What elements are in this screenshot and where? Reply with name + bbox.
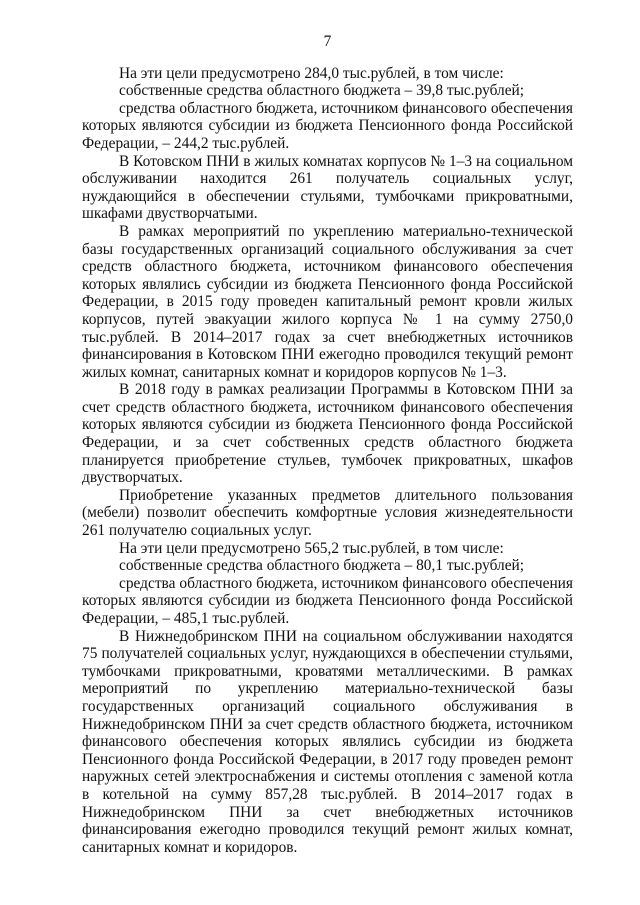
paragraph-funding-total-1: На эти цели предусмотрено 284,0 тыс.рублей, в том числе: [119, 64, 504, 82]
paragraph-pension-fund-1: средства областного бюджета, источником финансового обеспечения которых являются субсидии из бюджета Пенсионного фонда Российской Федерации, – 244,2 тыс.рублей. [82, 99, 573, 152]
paragraph-own-funds-1: собственные средства областного бюджета – 39,8 тыс.рублей; [119, 82, 525, 100]
paragraph-kotovsky-2018-plan: В 2018 году в рамках реализации Программы в Котовском ПНИ за счет средств областного бюджета, источником финансового обеспечения которых являются субсидии из бюджета Пенсионного фонда Российской Федерации, и за счет собственных средств областного бюджета планируется приобретение стульев, тумбочек прикроватных, шкафов двустворчатых. [82, 381, 573, 487]
paragraph-kotovsky-recipients: В Котовском ПНИ в жилых комнатах корпусов № 1–3 на социальном обслуживании находится 261 получатель социальных услуг, нуждающийся в обеспечении стульями, тумбочками прикроватными, шкафами двустворчатыми. [82, 152, 573, 223]
paragraph-kotovsky-repairs: В рамках мероприятий по укреплению материально-технической базы государственных организаций социального обслуживания за счет средств областного бюджета, источником финансового обеспечения которых являлись субсидии из бюджета Пенсионного фонда Российской Федерации, в 2015 году проведен капитальный ремонт кровли жилых корпусов, путей эвакуации жилого корпуса № 1 на сумму 2750,0 тыс.рублей. В 2014–2017 годах за счет внебюджетных источников финансирования в Котовском ПНИ ежегодно проводился текущий ремонт жилых комнат, санитарных комнат и коридоров корпусов № 1–3. [82, 222, 573, 381]
document-page [82, 33, 573, 856]
paragraph-furniture-purpose: Приобретение указанных предметов длительного пользования (мебели) позволит обеспечить комфортные условия жизнедеятельности 261 получателю социальных услуг. [82, 486, 573, 540]
page-number: 7 [323, 33, 332, 50]
paragraph-funding-total-2: На эти цели предусмотрено 565,2 тыс.рублей, в том числе: [119, 539, 504, 557]
paragraph-own-funds-2: собственные средства областного бюджета – 80,1 тыс.рублей; [119, 557, 525, 575]
paragraph-pension-fund-2: средства областного бюджета, источником финансового обеспечения которых являются субсидии из бюджета Пенсионного фонда Российской Федерации, – 485,1 тыс.рублей. [82, 574, 573, 627]
paragraph-nizhnedobrinsky: В Нижнедобринском ПНИ на социальном обслуживании находятся 75 получателей социальных услуг, нуждающихся в обеспечении стульями, тумбочками прикроватными, кроватями металлическими. В рамках мероприятий по укреплению материально-технической базы государственных организаций социального обслуживания в Нижнедобринском ПНИ за счет средств областного бюджета, источником финансового обеспечения которых являлись субсидии из бюджета Пенсионного фонда Российской Федерации, в 2017 году проведен ремонт наружных сетей электроснабжения и системы отопления с заменой котла в котельной на сумму 857,28 тыс.рублей. В 2014–2017 годах в Нижнедобринском ПНИ за счет внебюджетных источников финансирования ежегодно проводился текущий ремонт жилых комнат, санитарных комнат и коридоров. [82, 627, 573, 856]
